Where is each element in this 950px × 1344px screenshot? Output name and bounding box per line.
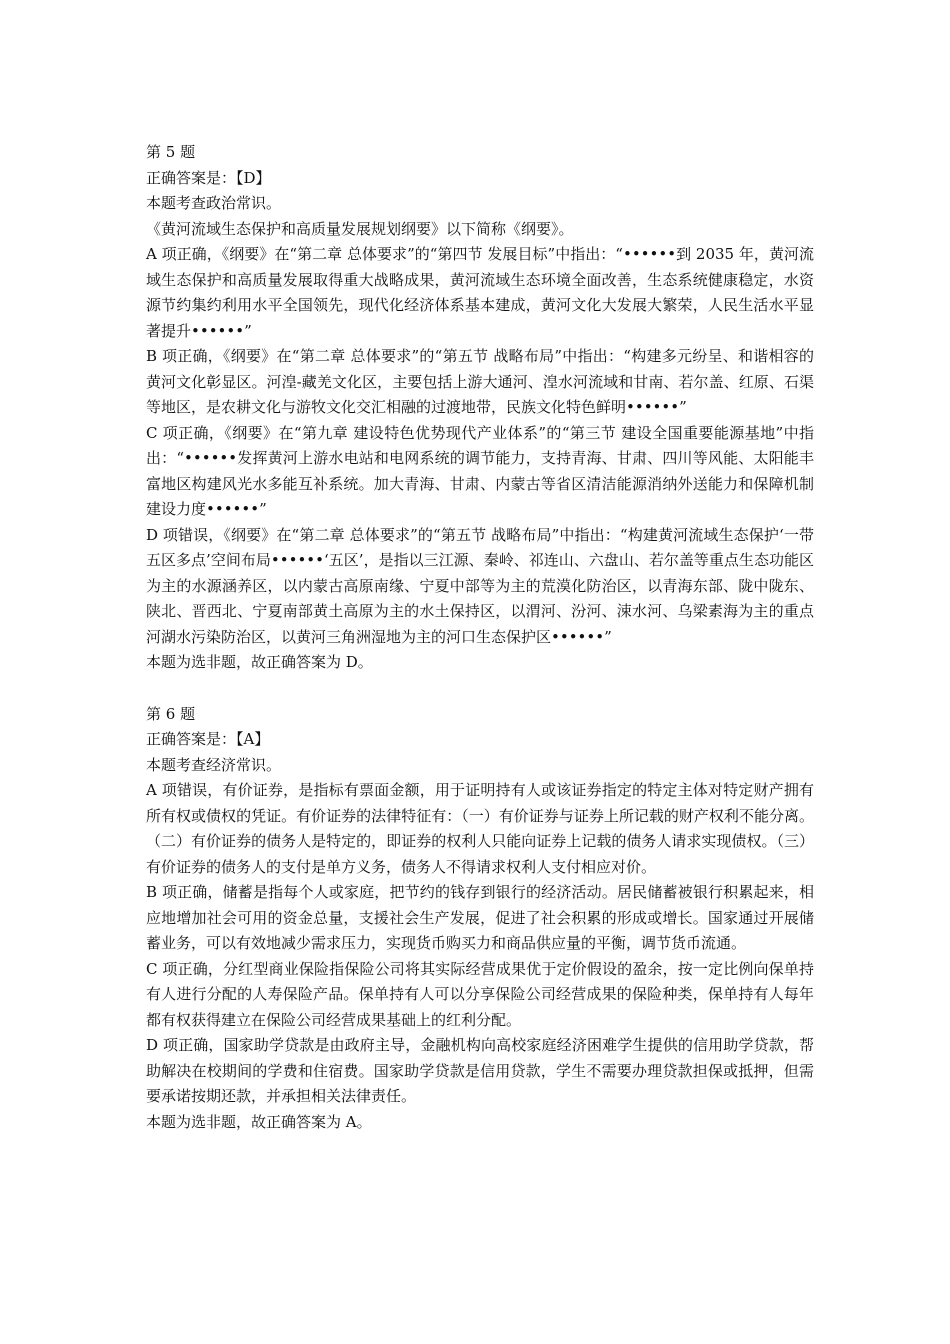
option-c-explanation: C 项正确，《纲要》在“第九章 建设特色优势现代产业体系”的“第三节 建设全国重要能源基地”中指出：“••••••发挥黄河上游水电站和电网系统的调节能力，支持青海、甘肃、四川等风能、太阳能丰富地区构建风光水多能互补系统。加大青海、甘肃、内蒙古等省区清洁能源消纳外送能力和保障机制建设力度••••••”	[146, 423, 814, 518]
option-b-explanation: B 项正确，储蓄是指每个人或家庭，把节约的钱存到银行的经济活动。居民储蓄被银行积累起来，相应地增加社会可用的资金总量，支援社会生产发展，促进了社会积累的形成或增长。国家通过开展储蓄业务，可以有效地减少需求压力，实现货币购买力和商品供应量的平衡，调节货币流通。	[146, 883, 814, 952]
option-a-explanation: A 项错误，有价证券，是指标有票面金额，用于证明持有人或该证券指定的特定主体对特定财产拥有所有权或债权的凭证。有价证券的法律特征有：（一）有价证券与证券上所记载的财产权利不能分离。（二）有价证券的债务人是特定的，即证券的权利人只能向证券上记载的债务人请求实现债权。（三）有价证券的债务人的支付是单方义务，债务人不得请求权利人支付相应对价。	[146, 781, 814, 876]
option-d-explanation: D 项错误，《纲要》在“第二章 总体要求”的“第五节 战略布局”中指出：“构建黄河流域生态保护‘一带五区多点’空间布局••••••‘五区’，是指以三江源、秦岭、祁连山、六盘山、若尔盖等重点生态功能区为主的水源涵养区，以内蒙古高原南缘、宁夏中部等为主的荒漠化防治区，以青海东部、陇中陇东、陕北、晋西北、宁夏南部黄土高原为主的水土保持区，以渭河、汾河、涑水河、乌梁素海为主的重点河湖水污染防治区，以黄河三角洲湿地为主的河口生态保护区••••••”	[146, 525, 814, 646]
correct-answer: 正确答案是：【D】	[146, 168, 271, 187]
document-page	[146, 140, 814, 1135]
question-5	[146, 140, 814, 676]
explanation-paragraph: 《黄河流域生态保护和高质量发展规划纲要》以下简称《纲要》。	[146, 219, 574, 238]
question-topic: 本题考查政治常识。	[146, 194, 282, 212]
conclusion: 本题为选非题，故正确答案为 D。	[146, 653, 373, 671]
option-b-explanation: B 项正确，《纲要》在“第二章 总体要求”的“第五节 战略布局”中指出：“构建多元纷呈、和谐相容的黄河文化彰显区。河湟-藏羌文化区，主要包括上游大通河、湟水河流域和甘南、若尔盖、红原、石渠等地区，是农耕文化与游牧文化交汇相融的过渡地带，民族文化特色鲜明••••••”	[146, 347, 814, 416]
conclusion: 本题为选非题，故正确答案为 A。	[146, 1112, 372, 1131]
question-heading: 第 6 题	[146, 704, 196, 723]
option-d-explanation: D 项正确，国家助学贷款是由政府主导，金融机构向高校家庭经济困难学生提供的信用助学贷款，帮助解决在校期间的学费和住宿费。国家助学贷款是信用贷款，学生不需要办理贷款担保或抵押，但需要承诺按期还款，并承担相关法律责任。	[146, 1036, 814, 1105]
question-6	[146, 702, 814, 1136]
option-c-explanation: C 项正确，分红型商业保险指保险公司将其实际经营成果优于定价假设的盈余，按一定比例向保单持有人进行分配的人寿保险产品。保单持有人可以分享保险公司经营成果的保险种类，保单持有人每年都有权获得建立在保险公司经营成果基础上的红利分配。	[146, 959, 814, 1029]
option-a-explanation: A 项正确，《纲要》在“第二章 总体要求”的“第四节 发展目标”中指出：“••••••到 2035 年，黄河流域生态保护和高质量发展取得重大战略成果，黄河流域生态环境全面改善，生态系统健康稳定，水资源节约集约利用水平全国领先，现代化经济体系基本建成，黄河文化大发展大繁荣，人民生活水平显著提升••••••”	[146, 245, 814, 340]
question-topic: 本题考查经济常识。	[146, 755, 282, 774]
question-heading: 第 5 题	[146, 143, 196, 161]
correct-answer: 正确答案是：【A】	[146, 730, 270, 748]
